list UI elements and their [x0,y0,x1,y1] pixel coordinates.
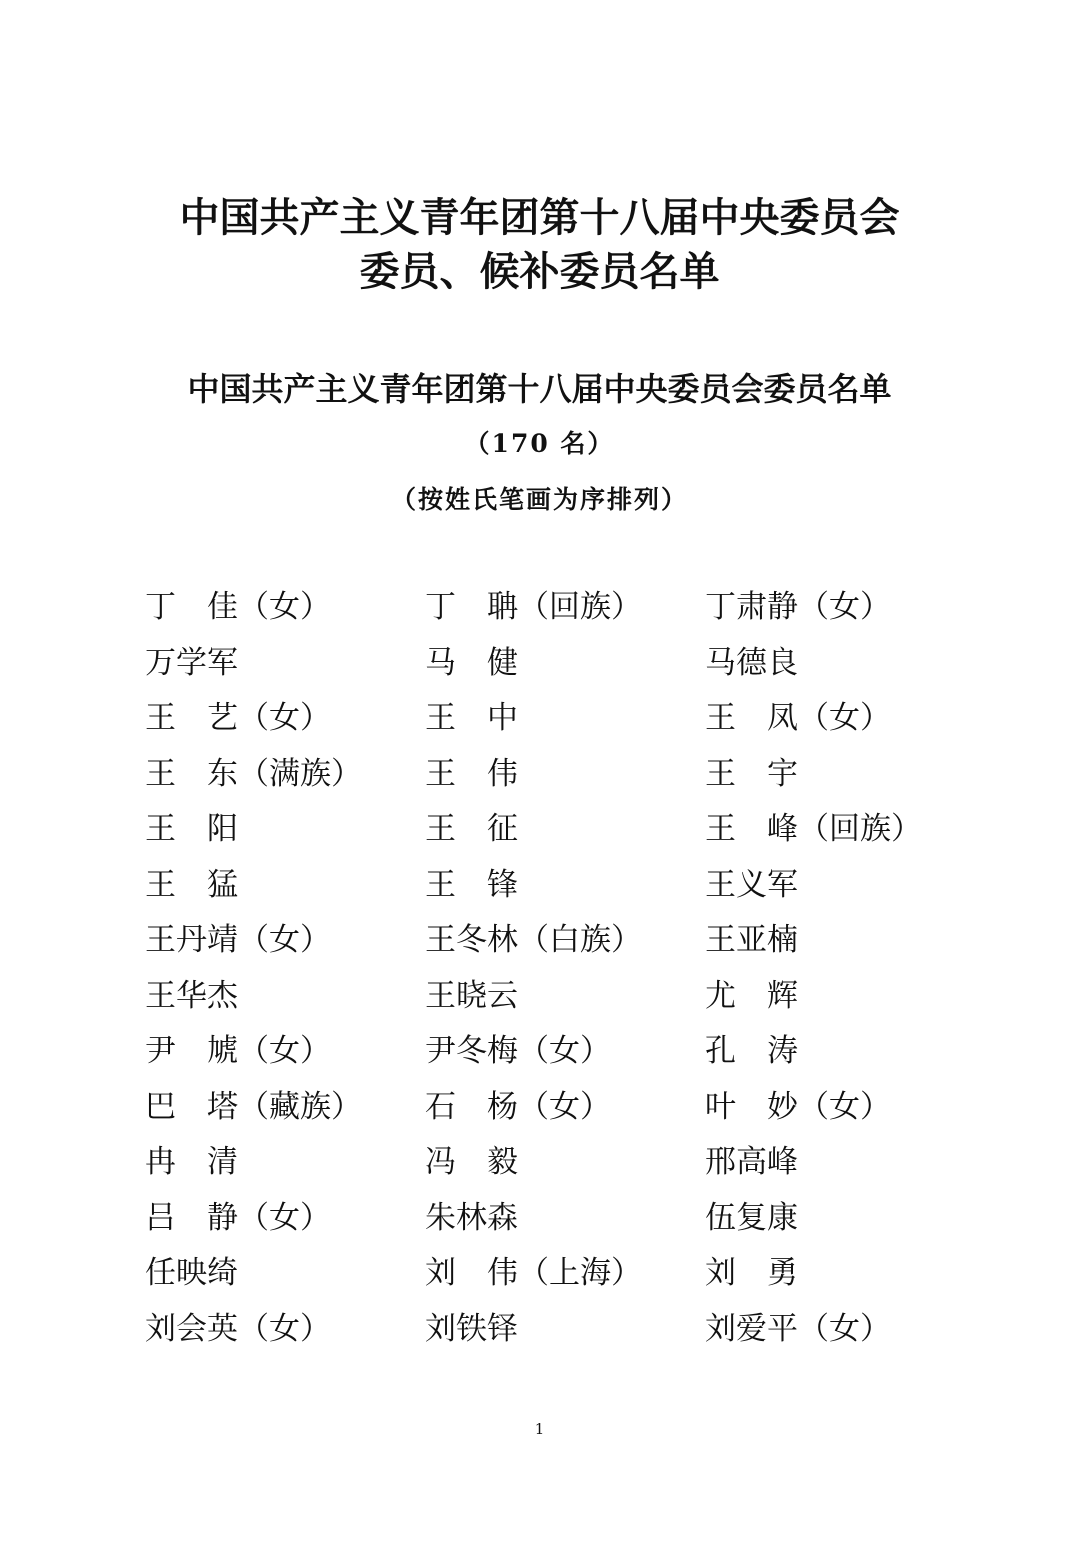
member-name: 刘 伟（上海） [425,1255,642,1291]
member-name: 王 伟 [425,755,518,792]
member-name: 丁 聃（回族） [425,589,642,625]
member-name: 王华杰 [145,977,238,1014]
member-name: 尹冬梅（女） [425,1033,611,1069]
member-name: 丁肃静（女） [705,589,891,625]
member-name: 王 凤（女） [705,700,891,736]
member-name: 冉 清 [145,1144,238,1180]
member-name: 王亚楠 [705,922,798,958]
member-name-list [145,584,985,1361]
member-name: 马 健 [425,644,518,681]
member-name: 万学军 [145,644,238,681]
member-name: 邢高峰 [705,1144,798,1180]
member-name: 巴 塔（藏族） [145,1088,362,1125]
member-name: 马德良 [705,644,798,681]
member-count: （170 名） [464,429,615,458]
member-name: 尹 虓（女） [145,1033,331,1069]
member-name: 尤 辉 [705,977,798,1014]
member-name: 吕 静（女） [145,1199,331,1236]
order-note: （按姓氏笔画为序排列） [390,485,688,514]
member-name: 王 宇 [705,755,798,792]
member-name: 王 锋 [425,866,518,903]
member-name: 石 杨（女） [425,1088,611,1125]
member-name: 叶 妙（女） [705,1088,891,1125]
member-name: 王 征 [425,811,518,847]
member-name: 伍复康 [705,1199,798,1236]
member-name: 王 东（满族） [145,755,362,792]
member-name: 王 中 [425,700,518,736]
member-name: 王 峰（回族） [705,811,922,847]
member-name: 丁 佳（女） [145,589,331,625]
member-name: 王 猛 [145,866,238,903]
member-name: 王义军 [705,866,798,903]
member-name: 孔 涛 [705,1033,798,1069]
member-name: 王丹靖（女） [145,922,331,958]
member-name: 冯 毅 [425,1144,518,1180]
document-title-line2: 委员、候补委员名单 [359,248,720,295]
document-title-line1: 中国共产主义青年团第十八届中央委员会 [179,194,900,241]
page-number: 1 [534,1420,545,1438]
member-name: 刘爱平（女） [705,1310,891,1347]
member-name: 王晓云 [425,977,518,1014]
member-name: 王冬林（白族） [425,922,642,958]
member-name: 任映绮 [145,1255,238,1291]
member-name: 刘铁铎 [425,1310,518,1347]
section-title: 中国共产主义青年团第十八届中央委员会委员名单 [187,370,892,408]
member-name: 王 阳 [145,811,238,847]
member-name: 朱林森 [425,1199,518,1236]
member-name: 刘 勇 [705,1255,798,1291]
member-name: 刘会英（女） [145,1310,331,1347]
member-name: 王 艺（女） [145,700,331,736]
